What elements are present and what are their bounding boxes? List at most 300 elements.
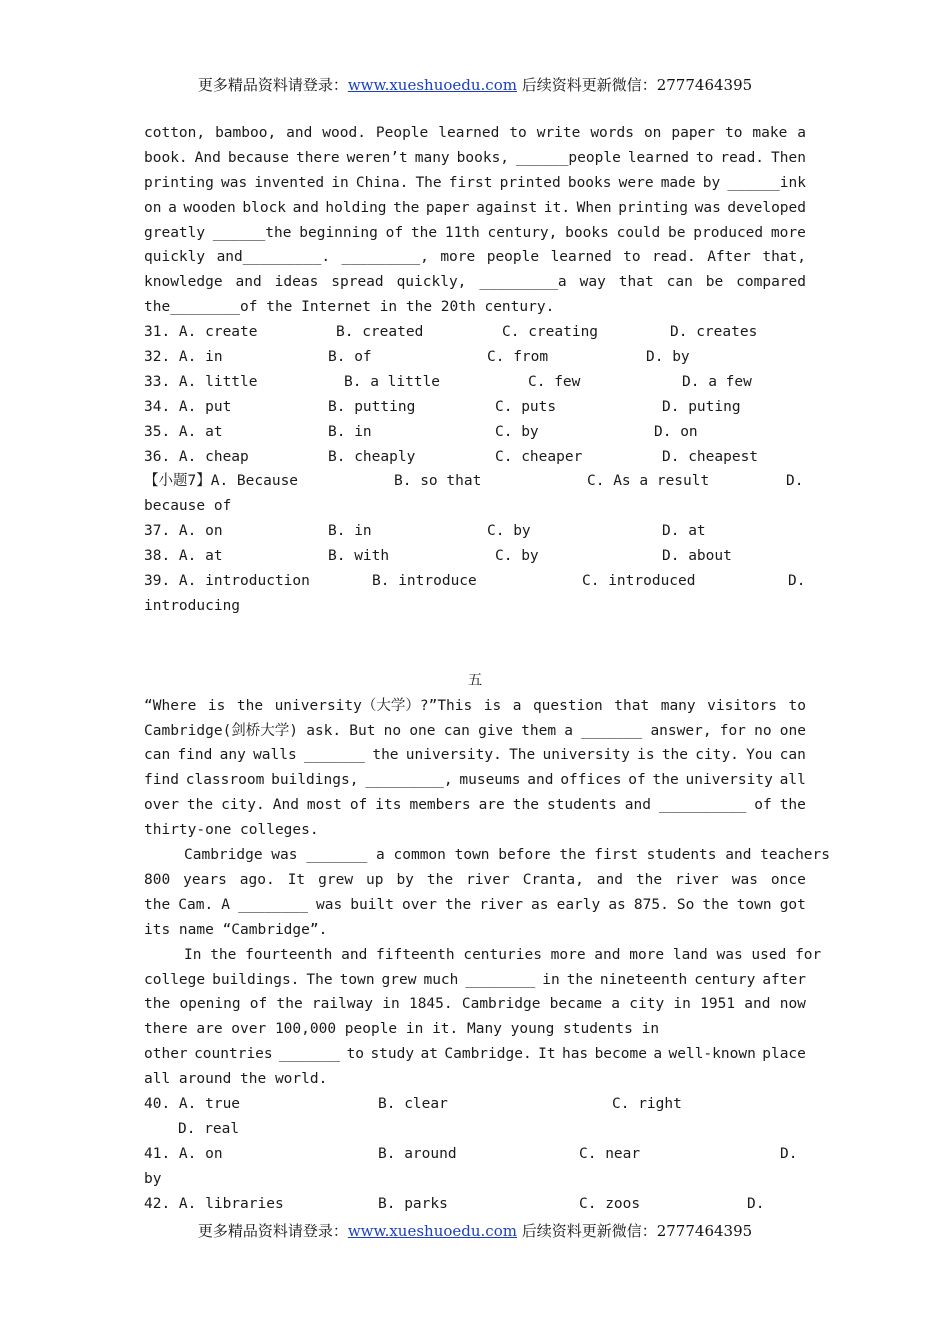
- option-d-continued: by: [144, 1170, 162, 1187]
- header-suffix: 后续资料更新微信：2777464395: [516, 76, 753, 94]
- word: the: [144, 896, 171, 913]
- section-title: 五: [467, 672, 483, 689]
- word: the: [566, 971, 593, 988]
- question-36: [144, 445, 806, 470]
- option-b: B. putting: [328, 398, 416, 415]
- word: can: [779, 747, 806, 764]
- header-link[interactable]: www.xueshuoedu.com: [347, 76, 517, 94]
- word: the: [779, 797, 806, 814]
- word: find: [144, 772, 179, 789]
- word: find: [177, 747, 213, 764]
- word: students: [546, 797, 617, 814]
- passage-line: Cambridge was _______ a common town before the first students and teachers: [184, 847, 831, 864]
- word: for: [719, 722, 746, 739]
- word: knowledge: [144, 274, 223, 291]
- word: ______people: [516, 149, 621, 166]
- word: in: [673, 996, 691, 1013]
- word: was: [316, 896, 343, 913]
- passage-line: there are over 100,000 people in it. Many young students in: [144, 1021, 660, 1038]
- word: university.: [405, 747, 502, 764]
- word: to: [695, 149, 714, 166]
- word: the: [186, 797, 214, 814]
- option-b: B. clear: [378, 1095, 448, 1112]
- word: of: [385, 224, 404, 241]
- word: no: [383, 722, 402, 739]
- word: walls: [253, 747, 297, 764]
- word: book.: [144, 149, 188, 166]
- option-c: C. from: [487, 349, 549, 366]
- word: river: [466, 871, 510, 888]
- word: So: [676, 896, 695, 913]
- passage-line: its name “Cambridge”.: [144, 921, 328, 938]
- word: and: [596, 871, 623, 888]
- word: the: [702, 896, 729, 913]
- passage-line: the________of the Internet in the 20th century.: [144, 299, 555, 316]
- word: that: [614, 697, 650, 714]
- word: and: [527, 772, 554, 789]
- word: is: [483, 697, 502, 714]
- word: paper: [425, 199, 470, 216]
- passage-line: [144, 992, 806, 1017]
- word: of: [349, 797, 368, 814]
- option-c: C. introduced: [582, 573, 696, 590]
- option-d: D. on: [654, 423, 698, 440]
- word: words: [590, 125, 634, 141]
- question-40: [144, 1092, 806, 1117]
- word: write: [536, 125, 581, 141]
- word: because: [227, 149, 289, 166]
- word: at: [420, 1046, 438, 1063]
- word: early: [556, 896, 601, 913]
- option-b: B. introduce: [372, 573, 477, 590]
- option-b: B. around: [378, 1145, 457, 1162]
- word: its: [375, 797, 402, 814]
- passage-line: [144, 868, 806, 893]
- word: beginning: [299, 224, 378, 241]
- option-b: B. in: [328, 523, 372, 540]
- option-b: B. created: [336, 324, 424, 341]
- word: has: [561, 1046, 589, 1063]
- option-a: 41. A. on: [144, 1145, 223, 1162]
- word: that,: [762, 249, 806, 266]
- option-d: D. puting: [662, 398, 741, 415]
- option-a: 38. A. at: [144, 548, 223, 565]
- word: any: [219, 747, 246, 764]
- option-c: C. by: [495, 548, 539, 565]
- option-c: C. As a result: [587, 473, 710, 490]
- word: much: [423, 971, 459, 988]
- word: And: [272, 797, 299, 814]
- word: produced: [693, 224, 764, 241]
- word: printing: [144, 174, 214, 191]
- passage-1: [144, 121, 806, 320]
- word: _______: [303, 747, 366, 764]
- word: buildings,: [271, 772, 359, 789]
- word: first: [448, 174, 493, 191]
- word: years: [183, 871, 227, 888]
- word: weren’t: [346, 149, 408, 166]
- word: You: [746, 747, 773, 764]
- passage-line: [144, 196, 806, 221]
- option-d: D. cheapest: [662, 448, 759, 465]
- word: be: [705, 274, 724, 291]
- option-a: 32. A. in: [144, 349, 223, 366]
- word: now: [779, 996, 806, 1013]
- word: over: [402, 896, 437, 913]
- word: be: [668, 224, 686, 241]
- option-d-continued: because of: [144, 498, 232, 515]
- word: was: [220, 174, 248, 191]
- option-d: D. about: [662, 548, 732, 565]
- word: was: [731, 871, 758, 888]
- word: and: [286, 125, 313, 141]
- word: after: [762, 971, 806, 988]
- word: and: [624, 797, 651, 814]
- document-body: [144, 121, 831, 1216]
- word: greatly: [144, 224, 206, 241]
- word: people: [486, 249, 540, 266]
- word: and: [744, 996, 771, 1013]
- word: spread: [331, 274, 384, 291]
- word: once: [770, 871, 806, 888]
- word: ________: [465, 971, 536, 988]
- word: built: [350, 896, 394, 913]
- option-d-continued: D. real: [178, 1120, 240, 1137]
- word: become: [594, 1046, 647, 1063]
- word: paper: [671, 125, 716, 141]
- passage-line: [144, 768, 806, 793]
- word: opening: [179, 996, 241, 1013]
- word: countries: [194, 1046, 273, 1063]
- question-37: [144, 519, 806, 544]
- word: the: [410, 224, 438, 241]
- passage-line: all around the world.: [144, 1071, 328, 1088]
- word: over: [144, 797, 179, 814]
- word: a: [168, 199, 177, 216]
- option-d: D.: [786, 473, 804, 490]
- word: and_________.: [216, 249, 331, 266]
- passage-line: [144, 1042, 806, 1067]
- passage-line: In the fourteenth and fifteenth centuries more and more land was used for: [184, 946, 822, 963]
- word: way: [579, 274, 606, 291]
- word: make: [752, 125, 788, 141]
- word: 11th: [444, 224, 480, 241]
- question-32: [144, 345, 806, 370]
- word: against: [476, 199, 538, 216]
- option-b: B. so that: [394, 473, 482, 490]
- passage-line: [144, 146, 806, 171]
- word: the: [652, 772, 679, 789]
- word: one: [409, 722, 436, 739]
- word: place: [762, 1046, 806, 1063]
- word: bamboo,: [215, 125, 277, 141]
- word: _________a: [479, 274, 567, 291]
- option-b: B. with: [328, 548, 390, 565]
- passage-line: [144, 893, 806, 918]
- option-a: 37. A. on: [144, 523, 223, 540]
- word: there: [295, 149, 340, 166]
- footer-link[interactable]: www.xueshuoedu.com: [347, 1222, 517, 1240]
- word: the: [445, 896, 472, 913]
- word: by: [396, 871, 414, 888]
- option-a: 35. A. at: [144, 423, 223, 440]
- question-31: [144, 320, 806, 345]
- word: wooden: [183, 199, 236, 216]
- word: university: [542, 747, 630, 764]
- word: the: [372, 747, 399, 764]
- word: 800: [144, 871, 171, 888]
- word: railway: [311, 996, 374, 1013]
- passage-line: [144, 121, 806, 146]
- passage-line: [144, 221, 806, 246]
- word: quickly: [144, 249, 206, 266]
- word: can: [666, 274, 693, 291]
- word: is: [207, 697, 226, 714]
- passage-line: [144, 245, 806, 270]
- word: a: [797, 125, 806, 141]
- word: other: [144, 1046, 188, 1063]
- option-c: C. cheaper: [495, 448, 583, 465]
- word: are: [478, 797, 505, 814]
- option-c: C. near: [579, 1145, 641, 1162]
- option-a: 33. A. little: [144, 373, 258, 390]
- word: of: [754, 797, 772, 814]
- word: 875.: [633, 896, 669, 913]
- word: in: [542, 971, 560, 988]
- passage-line: [144, 694, 806, 719]
- word: river: [675, 871, 719, 888]
- word: holding: [325, 199, 387, 216]
- word: town: [339, 971, 375, 988]
- question-35: [144, 420, 806, 445]
- word: of: [628, 772, 646, 789]
- word: ago.: [239, 871, 275, 888]
- word: that: [618, 274, 654, 291]
- word: can: [144, 747, 171, 764]
- option-c: C. by: [495, 423, 539, 440]
- word: and: [235, 274, 262, 291]
- option-d: D.: [747, 1195, 765, 1212]
- word: museums: [459, 772, 521, 789]
- passage-line: [144, 270, 806, 295]
- word: It: [287, 871, 306, 888]
- word: one: [779, 722, 806, 739]
- word: no: [754, 722, 772, 739]
- word: _________,: [341, 249, 429, 266]
- word: compared: [736, 274, 806, 291]
- word: them: [521, 722, 557, 739]
- word: learned: [627, 149, 689, 166]
- word: made: [660, 174, 696, 191]
- word: to: [623, 249, 641, 266]
- word: printed: [499, 174, 561, 191]
- word: But: [349, 722, 376, 739]
- option-d: D. creates: [670, 324, 758, 341]
- word: Cranta,: [522, 871, 584, 888]
- word: of: [249, 996, 268, 1013]
- word: _______: [581, 722, 643, 739]
- option-c: C. creating: [502, 324, 599, 341]
- word: many: [414, 149, 450, 166]
- word: classroom: [185, 772, 265, 789]
- option-a: 34. A. put: [144, 398, 232, 415]
- option-a: 36. A. cheap: [144, 448, 249, 465]
- word: a: [611, 996, 621, 1013]
- section-gap: [144, 619, 806, 669]
- question-42: [144, 1192, 806, 1217]
- word: developed: [727, 199, 806, 216]
- word: A: [221, 896, 231, 913]
- word: Cambridge: [461, 996, 541, 1013]
- option-d: D.: [780, 1145, 798, 1162]
- word: to: [788, 697, 806, 714]
- word: __________: [658, 797, 747, 814]
- word: got: [779, 896, 806, 913]
- word: college: [144, 971, 206, 988]
- word: study: [370, 1046, 415, 1063]
- word: answer,: [650, 722, 712, 739]
- word: a: [564, 722, 573, 739]
- word: The: [415, 174, 442, 191]
- question-38: [144, 544, 806, 569]
- word: up: [366, 871, 384, 888]
- passage-4: [144, 943, 822, 1043]
- word: more: [440, 249, 476, 266]
- word: members: [409, 797, 471, 814]
- word: Cam.: [178, 896, 214, 913]
- word: nineteenth: [599, 971, 688, 988]
- word: century,: [487, 224, 558, 241]
- word: grew: [381, 971, 417, 988]
- word: Cambridge.: [444, 1046, 532, 1063]
- word: it.: [543, 199, 571, 216]
- passage-line: [144, 968, 806, 993]
- passage-3: [144, 843, 831, 943]
- word: the: [236, 697, 264, 714]
- word: to: [724, 125, 743, 141]
- word: _________,: [365, 772, 453, 789]
- word: all: [779, 772, 806, 789]
- word: read.: [720, 149, 765, 166]
- passage-5: [144, 1042, 806, 1092]
- footer-suffix: 后续资料更新微信：2777464395: [516, 1222, 753, 1240]
- word: is: [637, 747, 655, 764]
- word: 1845.: [408, 996, 453, 1013]
- word: invented: [254, 174, 325, 191]
- word: ______ink: [727, 174, 806, 191]
- word: books,: [456, 149, 510, 166]
- word: quickly,: [396, 274, 467, 291]
- question-39: [144, 569, 806, 594]
- word: offices: [560, 772, 622, 789]
- option-c: C. few: [528, 373, 581, 390]
- word: can: [443, 722, 470, 739]
- header-prefix: 更多精品资料请登录：: [197, 76, 348, 94]
- word: read.: [652, 249, 696, 266]
- word: a: [653, 1046, 663, 1063]
- option-c: C. right: [612, 1095, 682, 1112]
- word: as: [531, 896, 549, 913]
- question-33: [144, 370, 806, 395]
- word: When: [576, 199, 612, 216]
- word: China.: [355, 174, 409, 191]
- question-34: [144, 395, 806, 420]
- question-7: [144, 469, 806, 494]
- word: to: [509, 125, 527, 141]
- word: ask.: [306, 722, 342, 739]
- word: university（大学）?”This: [274, 697, 473, 714]
- option-a: 31. A. create: [144, 324, 258, 341]
- word: 1951: [700, 996, 736, 1013]
- option-a: 40. A. true: [144, 1095, 241, 1112]
- word: a: [512, 697, 522, 714]
- word: Then: [771, 149, 806, 166]
- word: buildings.: [212, 971, 300, 988]
- word: question: [532, 697, 603, 714]
- option-b: B. parks: [378, 1195, 448, 1212]
- word: well-known: [668, 1046, 756, 1063]
- page-footer: [0, 1220, 950, 1241]
- word: and: [292, 199, 319, 216]
- word: the: [635, 871, 663, 888]
- page-header: [0, 74, 950, 95]
- word: Cambridge(剑桥大学): [144, 722, 299, 739]
- option-a: 39. A. introduction: [144, 573, 310, 590]
- word: the: [661, 747, 689, 764]
- option-b: B. of: [328, 349, 372, 366]
- word: And: [194, 149, 221, 166]
- word: the: [512, 797, 539, 814]
- word: ________: [238, 896, 308, 913]
- option-a: 42. A. libraries: [144, 1195, 284, 1212]
- word: grew: [318, 871, 354, 888]
- option-a: 【小题7】A. Because: [144, 473, 299, 490]
- word: learned: [550, 249, 612, 266]
- word: wood.: [322, 125, 366, 141]
- word: the: [144, 996, 171, 1013]
- word: was: [694, 199, 721, 216]
- word: city.: [695, 747, 739, 764]
- passage-line: [144, 793, 806, 818]
- word: river: [479, 896, 523, 913]
- word: ______the: [212, 224, 292, 241]
- word: the: [426, 871, 454, 888]
- word: university: [685, 772, 773, 789]
- word: most: [306, 797, 342, 814]
- word: After: [707, 249, 751, 266]
- word: to: [346, 1046, 365, 1063]
- option-d: D. by: [646, 349, 690, 366]
- word: were: [618, 174, 654, 191]
- passage-line: [144, 171, 806, 196]
- word: the: [393, 199, 420, 216]
- word: The: [306, 971, 333, 988]
- option-d: D. at: [662, 523, 706, 540]
- word: learned: [438, 125, 500, 141]
- option-c: C. zoos: [579, 1195, 641, 1212]
- word: city.: [221, 797, 265, 814]
- word: “Where: [144, 697, 197, 714]
- option-d: D.: [788, 573, 806, 590]
- word: visitors: [707, 697, 777, 714]
- word: People: [375, 125, 429, 141]
- option-c: C. by: [487, 523, 531, 540]
- word: by: [702, 174, 721, 191]
- word: on: [643, 125, 662, 141]
- word: give: [478, 722, 513, 739]
- word: cotton,: [144, 125, 206, 141]
- word: ideas: [274, 274, 319, 291]
